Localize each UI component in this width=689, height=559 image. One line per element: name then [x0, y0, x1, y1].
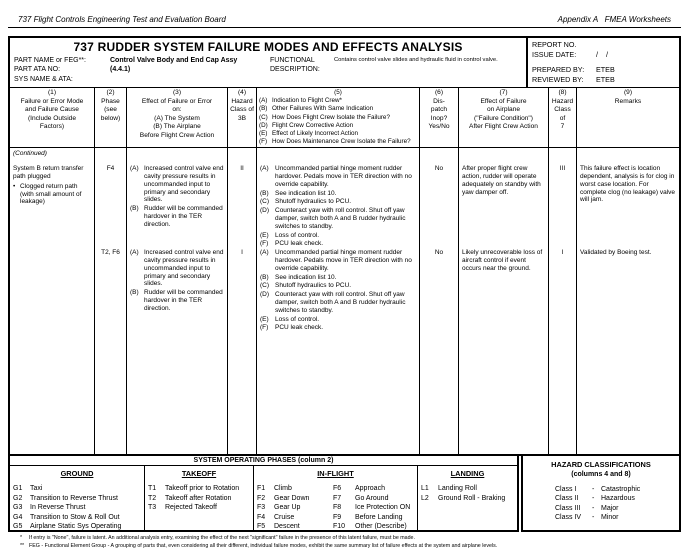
page-header-right-text: Appendix A FMEA Worksheets [557, 15, 671, 24]
column-header-3: (3) Effect of Failure or Error on: (A) The System (B) The Airplane Before Flight Crew Action [126, 88, 227, 147]
failure-cause-bullet: • Clogged return path (with small amount of leakage) [13, 182, 82, 206]
cell-failure-mode-row1: System B return transfer path plugged • Clogged return path (with small amount of leakage) [10, 163, 94, 247]
cell-effect-row1: (A) Increased control valve end cavity pressure results in uncommanded input to primary and secondary slides. (B) Rudder will be commanded hardover in the TER direction. [126, 163, 227, 247]
cell-hazard7-row1: III [548, 163, 576, 247]
cell-indications-row2: (A) Uncommanded partial hinge moment rudder hardover. Pedals move in TER direction with no override capability. (B) See indication list 10. (C) Shutoff hydraulics to PCU. (D) Counteract yaw with roll control. Shut off yaw damper, switch both A and B rudder hydraulic switches to standby. (E) Loss of control. (F) PCU leak check. [256, 247, 419, 454]
page-header-left-text: 737 Flight Controls Engineering Test and Evaluation Board [18, 15, 226, 24]
operating-phases-box [8, 454, 519, 532]
phases-takeoff-column: TAKEOFF T1 Takeoff prior to Rotation T2 Takeoff after Rotation T3 Rejected Takeoff [144, 466, 253, 532]
column-header-6: (6) Dis- patch Inop? Yes/No [419, 88, 458, 147]
functional-description-label: FUNCTIONAL DESCRIPTION: [270, 57, 320, 74]
hazard-classifications-box [521, 454, 681, 532]
cell-phase-row1: F4 [94, 163, 126, 247]
cell-effect-after-row1: After proper flight crew action, rudder will operate adequately on standby with yaw damper off. [458, 163, 548, 247]
cell-failure-mode-row2 [10, 247, 94, 454]
column-header-1: (1) Failure or Error Mode and Failure Cause (Include Outside Factors) [20, 89, 84, 131]
column-header-7: (7) Effect of Failure on Airplane ("Failure Condition") After Flight Crew Action [458, 88, 548, 147]
hazard-class-row: Class IV - Minor [555, 513, 619, 521]
cell-hazard3b-row2: I [227, 247, 256, 454]
column-header-9: (9) Remarks [576, 88, 679, 147]
title-block-left [10, 38, 526, 87]
hazard-class-row: Class II - Hazardous [555, 495, 635, 503]
takeoff-title: TAKEOFF [181, 469, 217, 479]
phases-inflight-column: IN-FLIGHT F1 Climb F2 Gear Down F3 Gear Up F4 Cruise F5 Descent F6 Approach F7 Go Around F8 Ice Protection ON F9 Before Landing F10 Other (Describe) [253, 466, 417, 532]
hazard-class-row: Class III - Major [555, 504, 619, 512]
worksheet-title: 737 RUDDER SYSTEM FAILURE MODES AND EFFECTS ANALYSIS [73, 40, 463, 54]
part-name-value: Control Valve Body and End Cap Assy [110, 57, 238, 64]
footnote-feg-definition: ** FEG - Functional Element Group - A grouping of parts that, even considering all their different, individual failure modes, exhibit the same summary list of failure effects at the system and airplane levels. [20, 542, 498, 549]
part-ata-value: (4.4.1) [110, 66, 131, 74]
cell-dispatch-row1: No [419, 163, 458, 247]
cell-hazard3b-row1: II [227, 163, 256, 247]
cell-effect-row2: (A) Increased control valve end cavity pressure results in uncommanded input to primary and secondary slides. (B) Rudder will be commanded hardover in the TER direction. [126, 247, 227, 454]
reviewed-by-value: ETEB [596, 75, 615, 85]
landing-title: LANDING [450, 469, 485, 479]
cell-remarks-row1: This failure effect is location dependent, analysis is for clog in worst case location. For complete clog (no leakage) valve will jam. [576, 163, 679, 247]
issue-date-value: / / [596, 49, 608, 59]
functional-description-value: Contains control valve slides and hydraulic fluid in control valve. [334, 57, 498, 63]
footnotes [8, 535, 681, 550]
cell-remarks-row2: Validated by Boeing test. [576, 247, 679, 454]
phases-ground-column: GROUND G1 Taxi G2 Transition to Reverse Thrust G3 In Reverse Thrust G4 Transition to Stow & Roll Out G5 Airplane Static Sys Operating [10, 466, 144, 532]
fmea-table [8, 36, 681, 456]
hazard-class-row: Class I - Catastrophic [555, 485, 641, 493]
report-info-box [526, 38, 679, 87]
column-header-row [10, 88, 679, 148]
part-field-values [110, 56, 270, 84]
cell-phase-row2: T2, F6 [94, 247, 126, 454]
report-no-label: REPORT NO. [532, 40, 577, 49]
ground-title: GROUND [60, 469, 94, 479]
column-header-4: (4) Hazard Class of 3B [227, 88, 256, 147]
cell-effect-after-row2: Likely unrecoverable loss of aircraft control if event occurs near the ground. [458, 247, 548, 454]
column-header-2: (2) Phase (see below) [94, 88, 126, 147]
part-ata-label: PART ATA NO: [14, 66, 61, 74]
phases-landing-column: LANDING L1 Landing Roll L2 Ground Roll - Braking [417, 466, 517, 532]
prepared-by-label: PREPARED BY: [532, 65, 585, 75]
prepared-by-row [532, 65, 675, 75]
page-header [8, 15, 681, 28]
hazard-classifications-title: HAZARD CLASSIFICATIONS [551, 460, 651, 470]
title-block [10, 38, 679, 88]
hazard-classifications-subtitle: (columns 4 and 8) [571, 471, 631, 479]
cell-indications-row1: (A) Uncommanded partial hinge moment rudder hardover. Pedals move in TER direction with no override capability. (B) See indication list 10. (C) Shutoff hydraulics to PCU. (D) Counteract yaw with roll control. Shut off yaw damper, switch both A and B rudder hydraulic switches to standby. (E) Loss of control. (F) PCU leak check. [256, 163, 419, 247]
part-name-label: PART NAME or FEG**: [14, 57, 86, 64]
column-header-8: (8) Hazard Class of 7 [548, 88, 576, 147]
inflight-title: IN-FLIGHT [317, 469, 354, 479]
operating-phases-title: SYSTEM OPERATING PHASES (column 2) [10, 456, 517, 466]
table-body [10, 148, 679, 454]
footnote-latent-failure: * If entry is "None", failure is latent. An additional analysis entry, examining the effect of the next "significant" failure in the presence of this latent failure, must be made. [20, 535, 415, 542]
column-header-5: (5) (A) Indication to Flight Crew* (B) Other Failures With Same Indication (C) How Does Flight Crew Isolate the Failure? (D) Flight Crew Corrective Action (E) Effect of Likely Incorrect Action (F) How Does Maintenance Crew Isolate the Failure? [256, 88, 419, 147]
reviewed-by-label: REVIEWED BY: [532, 75, 584, 85]
continued-note: (Continued) [13, 150, 47, 158]
cell-hazard7-row2: I [548, 247, 576, 454]
prepared-by-value: ETEB [596, 65, 615, 75]
cell-dispatch-row2: No [419, 247, 458, 454]
part-field-labels [14, 56, 110, 84]
legend-section [8, 454, 681, 532]
part-fields [14, 56, 522, 84]
issue-date-label: ISSUE DATE: [532, 49, 577, 59]
reviewed-by-row [532, 75, 675, 85]
sys-name-label: SYS NAME & ATA: [14, 75, 73, 83]
issue-date-row [532, 50, 675, 60]
